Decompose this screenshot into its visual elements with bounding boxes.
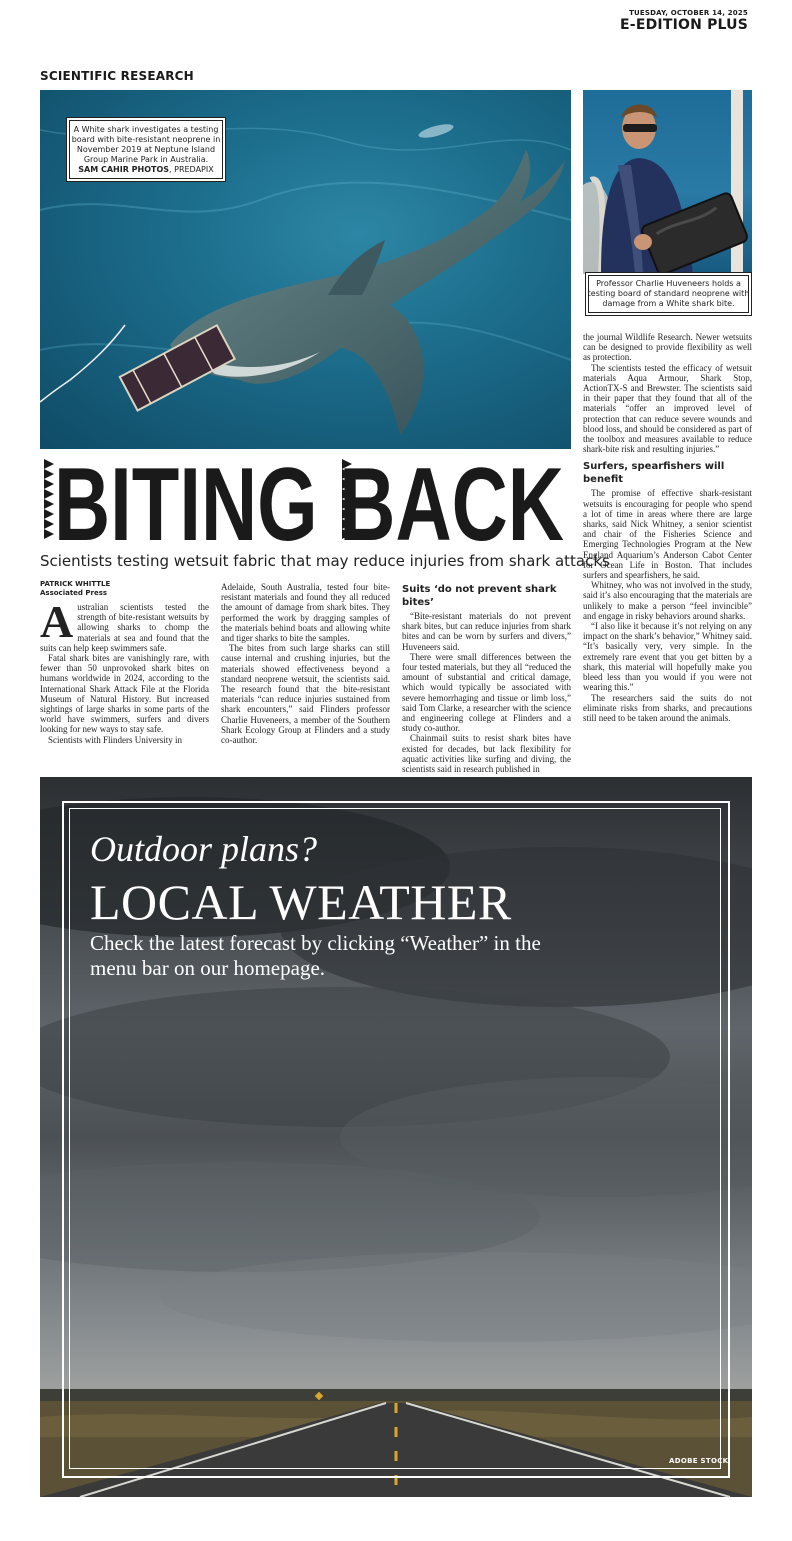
headline-text: BITING BACK [54,447,564,551]
main-photo-credit [68,165,224,175]
edition-label: E-EDITION PLUS [620,17,748,33]
ad-title: LOCAL WEATHER [90,874,512,930]
researcher-photo [583,90,752,274]
article-paragraph: “Bite-resistant materials do not prevent shark bites, but can reduce injuries from shark bites and can be worn by surfers and divers,” Huveneers said. [402,611,571,652]
lede-text: ustralian scientists tested the strength of bite-resistant wetsuits by allowing sharks to chomp the materials at sea and found that the suits can help keep swimmers safe. [40,602,209,653]
issue-date: TUESDAY, OCTOBER 14, 2025 [629,9,748,17]
ad-body-text: Check the latest forecast by clicking “Weather” in the menu bar on our homepage. [90,931,541,980]
section-label: SCIENTIFIC RESEARCH [40,69,194,83]
ad-kicker: Outdoor plans? [90,829,318,869]
article-paragraph [40,596,209,653]
drop-cap: A [40,596,74,647]
article-paragraph: There were small differences between the four tested materials, but they all “reduced the amount of substantial and critical damage, which would typically be associated with severe hemorrhaging and tissue or limb loss,” said Tom Clarke, a researcher with the science and engineering college at Flinders and a study co-author. [402,651,571,734]
researcher-photo-art [583,90,752,274]
headline-art [44,447,572,551]
article-paragraph: the journal Wildlife Research. Newer wetsuits can be designed to provide flexibility as well as protection. [583,332,752,363]
article-paragraph: Adelaide, South Australia, tested four bite-resistant materials and found they all reduced the amount of damage from shark bites. They performed the work by dragging samples of the materials behind boats and allowing white and tiger sharks to bite the samples. [221,582,390,644]
article-paragraph: Chainmail suits to resist shark bites have existed for decades, but lack flexibility for aquatic activities like surfing and diving, the scientists said in research published in [402,733,571,775]
article-paragraph: Fatal shark bites are vanishingly rare, with fewer than 50 unprovoked shark bites on humans worldwide in 2024, according to the International Shark Attack File at the Florida Museum of Natural History. But increased sightings of large sharks in some parts of the world have swimmers, surfers and divers looking for new ways to stay safe. [40,653,209,735]
ad-photo-credit: ADOBE STOCK [669,1457,729,1465]
subsection-heading: Suits ‘do not prevent shark bites’ [402,584,557,608]
article-paragraph: Scientists with Flinders University in [48,734,182,745]
main-caption-text: A White shark investigates a testing board with bite-resistant neoprene in November 2019 at Neptune Island Group Marine Park in Australia. [71,125,221,164]
article-column-1 [40,580,209,745]
article-paragraph: The promise of effective shark-resistant wetsuits is encouraging for people who spend a lot of time in areas where there are large sharks, said Nick Whitney, a senior scientist and chair of the Fisheries Science and Emerging Technologies Program at the New England Aquarium’s Anderson Cabot Center for Ocean Life in Boston. That includes surfers and spearfishers, he said. [583,488,752,581]
article-paragraph: The scientists tested the efficacy of wetsuit materials Aqua Armour, Shark Stop, ActionTX-S and Brewster. The scientists said in their paper that they found that all of the materials “offer an improved level of protection that can reduce severe wounds and blood loss, and should be considered as part of the toolbox and measures available to reduce shark-bite risk and resulting injuries.” [583,362,752,455]
article-paragraph: Whitney, who was not involved in the study, said it’s also encouraging that the materials are unlikely to make a person “feel invincible” and engage in risky behaviors around sharks. [583,580,752,621]
article-paragraph: The bites from such large sharks can still cause internal and crushing injuries, but the materials showed effectiveness beyond a standard neoprene wetsuit, the scientists said. The research found that the bite-resistant materials “can reduce injuries sustained from shark encounters,” said Flinders professor Charlie Huveneers, a member of the Southern Shark Ecology Group at Flinders and a study co-author. [221,643,390,746]
side-photo-caption: Professor Charlie Huveneers holds a testing board of standard neoprene with damage from a White shark bite. [585,272,752,316]
main-photo-credit-org: , PREDAPIX [169,165,214,174]
article-paragraph: The researchers said the suits do not eliminate risks from sharks, and precautions still need to be taken around the animals. [583,692,752,723]
headline [44,447,572,551]
main-photo-caption [66,117,226,182]
byline-name: PATRICK WHITTLE [40,580,111,588]
article-column-3 [402,583,571,774]
article-paragraph: “I also like it because it’s not relying on any impact on the shark’s behavior,” Whitney said. “It’s basically very, very simple. In the extremely rare event that you get bitten by a shark, this material will hopefully make you bleed less than you would if you were not wearing this.” [583,621,752,693]
subheadline: Scientists testing wetsuit fabric that may reduce injuries from shark attacks [40,552,610,570]
article-column-2 [221,582,390,745]
article-column-4 [583,332,752,723]
byline-org: Associated Press [40,588,108,597]
main-photo-credit-name: SAM CAHIR PHOTOS [78,165,170,174]
subsection-heading: Surfers, spearfishers will benefit [583,461,725,486]
